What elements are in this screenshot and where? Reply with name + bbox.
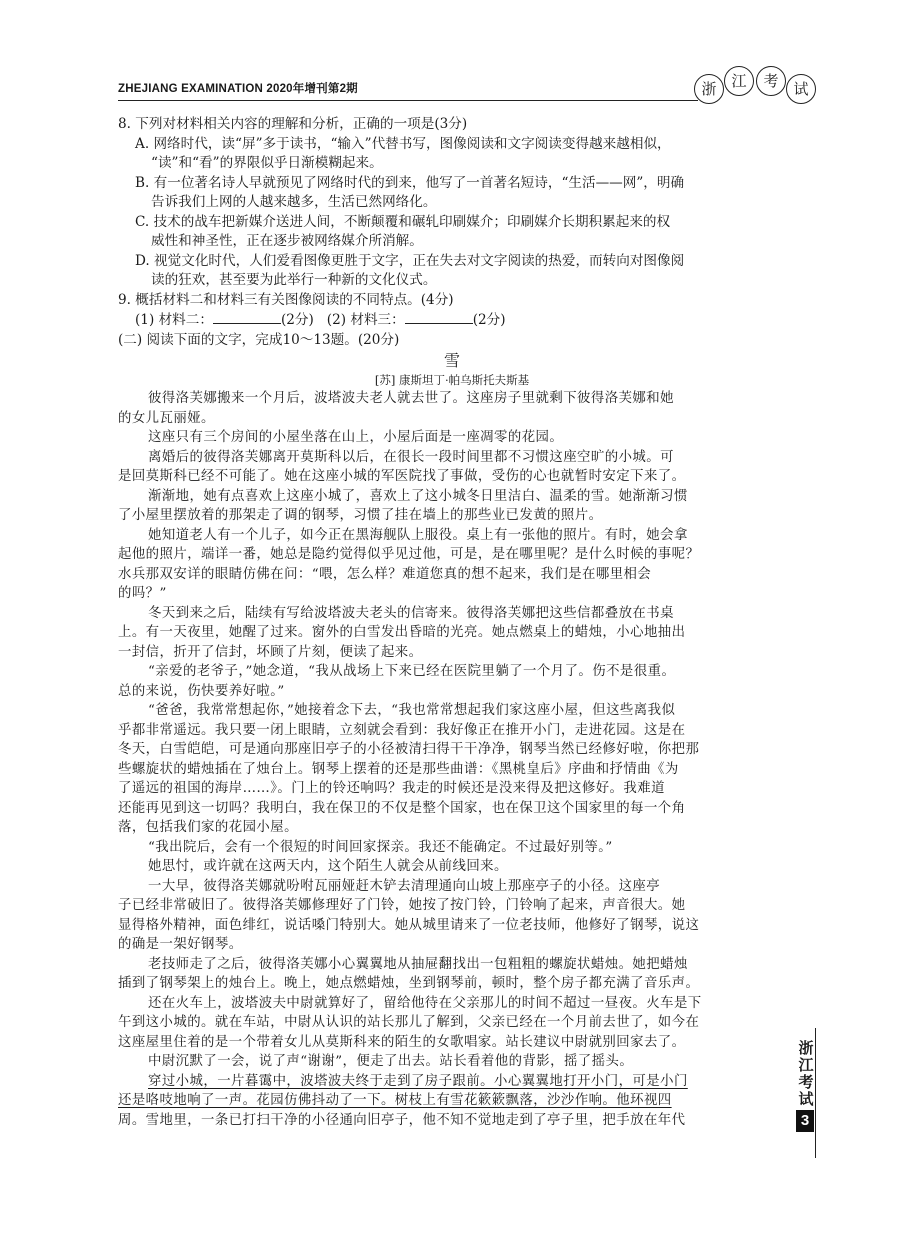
story-line: 午到这小城的。就在车站，中尉从认识的站长那儿了解到，父亲已经在一个月前去世了，如今在: [118, 1015, 700, 1030]
story-line: 渐渐地，她有点喜欢上这座小城了，喜欢上了这小城冬日里洁白、温柔的雪。她渐渐习惯: [148, 488, 688, 504]
option-c-line1: C. 技术的战车把新媒介送进人间，不断颠覆和碾轧印刷媒介；印刷媒介长期积累起来的权: [135, 213, 671, 230]
answer-1-score: (2分): [280, 312, 314, 328]
story-line: “我出院后，会有一个很短的时间回家探亲。我还不能确定。不过最好别等。”: [148, 839, 613, 855]
question-9-answers: [118, 310, 786, 331]
side-label-char: 考: [798, 1073, 814, 1091]
story-line: 还在火车上，波塔波夫中尉就算好了，留给他待在父亲那儿的时间不超过一昼夜。火车是下: [148, 995, 702, 1011]
story-line-underlined: 还是咯吱地响了一声。花园仿佛抖动了一下。树枝上有雪花簌簌飘落，沙沙作响。他环视四: [118, 1093, 672, 1108]
story-line: 一大早，彼得洛芙娜就吩咐瓦丽娅赶木铲去清理通向山坡上那座亭子的小径。这座亭: [148, 878, 661, 894]
option-a-line2: “读”和“看”的界限似乎日渐模糊起来。: [151, 155, 383, 171]
option-b-line2: 告诉我们上网的人越来越多，生活已然网络化。: [151, 194, 437, 210]
story-line: 彼得洛芙娜搬来一个月后，波塔波夫老人就去世了。这座房子里就剩下彼得洛芙娜和她: [148, 391, 674, 406]
story-line: 这座只有三个房间的小屋坐落在山上，小屋后面是一座凋零的花园。: [148, 430, 564, 445]
story-line: 落，包括我们家的花园小屋。: [118, 820, 298, 835]
story-line: 起他的照片，端详一番，她总是隐约觉得似乎见过他，可是，是在哪里呢？是什么时候的事呢？: [118, 547, 700, 562]
page-number: 3: [796, 1110, 814, 1132]
story-line: 她知道老人有一个儿子，如今正在黑海舰队上服役。桌上有一张他的照片。有时，她会拿: [148, 527, 688, 543]
story-line: 离婚后的彼得洛芙娜离开莫斯科以后，在很长一段时间里都不习惯这座空旷的小城。可: [148, 449, 674, 465]
answer-2-label: (2) 材料三：: [326, 312, 405, 328]
story-line: 的确是一架好钢琴。: [118, 937, 243, 952]
story-line: 这座屋里住着的是一个带着女儿从莫斯科来的陌生的女歌唱家。站长建议中尉就别回家去了。: [118, 1034, 686, 1050]
story-line: 显得格外精神，面色绯红，说话嗓门特别大。她从城里请来了一位老技师，他修好了钢琴，说这: [118, 917, 700, 933]
option-a-line1: A. 网络时代，读“屏”多于读书，“输入”代替书写，图像阅读和文字阅读变得越来越相似，: [135, 135, 671, 152]
answer-1-label: (1) 材料二：: [135, 312, 213, 328]
story-line: 还能再见到这一切吗？我明白，我在保卫的不仅是整个国家，也在保卫这个国家里的每一个角: [118, 800, 686, 816]
seal-char: 试: [786, 74, 816, 104]
journal-title: ZHEJIANG EXAMINATION 2020年增刊第2期: [118, 83, 358, 95]
story-line: 些螺旋状的蜡烛插在了烛台上。钢琴上摆着的还是那些曲谱：《黑桃皇后》序曲和抒情曲《为: [118, 761, 679, 777]
side-tab: [796, 1039, 828, 1129]
answer-2-score: (2分): [472, 312, 506, 328]
story-line: “爸爸，我常常想起你，”她接着念下去，“我也常常想起我们家这座小屋，但这些离我似: [148, 703, 676, 718]
header-rule: [118, 100, 698, 101]
seal-char: 浙: [694, 74, 724, 104]
question-9-stem: 9. 概括材料二和材料三有关图像阅读的不同特点。(4分): [118, 291, 454, 308]
story-line: 的吗？”: [118, 586, 167, 601]
journal-seal-logo: [694, 66, 818, 102]
story-line: 是回莫斯科已经不可能了。她在这座小城的军医院找了事做，受伤的心也就暂时安定下来了。: [118, 469, 686, 484]
question-8-stem: 8. 下列对材料相关内容的理解和分析，正确的一项是(3分): [118, 116, 468, 132]
page-header: [118, 74, 818, 100]
story-line: 插到了钢琴架上的烛台上。晚上，她点燃蜡烛，坐到钢琴前，顿时，整个房子都充满了音乐声。: [118, 976, 700, 991]
story-line: 老技师走了之后，彼得洛芙娜小心翼翼地从抽屉翻找出一包粗粗的螺旋状蜡烛。她把蜡烛: [148, 956, 688, 972]
side-rule: [815, 1028, 816, 1158]
page-content: [118, 115, 786, 1130]
seal-char: 考: [756, 66, 786, 96]
answer-2-blank[interactable]: [405, 310, 473, 324]
story-line: “亲爱的老爷子，”她念道，“我从战场上下来已经在医院里躺了一个月了。伤不是很重。: [148, 664, 676, 679]
story-line: 总的来说，伤快要养好啦。”: [118, 683, 285, 699]
side-label: [796, 1040, 816, 1108]
story-line: 子已经非常破旧了。彼得洛芙娜修理好了门铃，她按了按门铃，门铃响了起来，声音很大。她: [118, 898, 686, 913]
option-b-line1: B. 有一位著名诗人早就预见了网络时代的到来，他写了一首著名短诗，“生活——网”，明确: [135, 174, 685, 191]
story-line: 中尉沉默了一会，说了声“谢谢”，便走了出去。站长看着他的背影，摇了摇头。: [148, 1054, 634, 1069]
option-c-line2: 威性和神圣性，正在逐步被网络媒介所消解。: [151, 233, 423, 249]
section-2-heading: (二) 阅读下面的文字，完成10～13题。(20分): [118, 331, 400, 348]
answer-1-blank[interactable]: [213, 310, 281, 324]
story-line: 冬天，白雪皑皑，可是通向那座旧亭子的小径被清扫得干干净净，钢琴当然已经修好啦，你把那: [118, 742, 700, 757]
story-line: 周。雪地里，一条已打扫干净的小径通向旧亭子，他不知不觉地走到了亭子里，把手放在年代: [118, 1112, 686, 1128]
story-line: 上。有一天夜里，她醒了过来。窗外的白雪发出昏暗的光亮。她点燃桌上的蜡烛，小心地抽出: [118, 625, 686, 640]
story-line: 冬天到来之后，陆续有写给波塔波夫老头的信寄来。彼得洛芙娜把这些信都叠放在书桌: [148, 605, 674, 621]
story-author: [苏] 康斯坦丁·帕乌斯托夫斯基: [374, 373, 530, 387]
side-label-char: 江: [798, 1056, 814, 1074]
story-line: 的女儿瓦丽娅。: [118, 410, 215, 426]
story-text: [118, 389, 786, 1130]
story-line: 一封信，折开了信封，坏顾了片刻，便读了起来。: [118, 644, 423, 660]
story-title: 雪: [443, 351, 460, 370]
story-line: 了遥远的祖国的海岸……》。门上的铃还响吗？我走的时候还是没来得及把这修好。我难道: [118, 781, 665, 796]
story-line: 水兵那双安详的眼睛仿佛在问：“喂，怎么样？难道您真的想不起来，我们是在哪里相会: [118, 566, 652, 582]
story-line-underlined: 穿过小城，一片暮霭中，波塔波夫终于走到了房子跟前。小心翼翼地打开小门，可是小门: [148, 1073, 688, 1089]
side-label-char: 浙: [798, 1039, 814, 1057]
story-line: 乎都非常遥远。我只要一闭上眼睛，立刻就会看到：我好像正在推开小门，走进花园。这是在: [118, 722, 686, 738]
option-d-line2: 读的狂欢，甚至要为此举行一种新的文化仪式。: [151, 272, 437, 288]
side-label-char: 试: [798, 1090, 814, 1108]
story-line: 了小屋里摆放着的那架走了调的钢琴，习惯了挂在墙上的那些业已发黄的照片。: [118, 508, 603, 523]
story-line: 她思忖，或许就在这两天内，这个陌生人就会从前线回来。: [148, 859, 508, 874]
option-d-line1: D. 视觉文化时代，人们爱看图像更胜于文字，正在失去对文字阅读的热爱，而转向对图像阅: [135, 252, 685, 269]
seal-char: 江: [724, 66, 754, 96]
